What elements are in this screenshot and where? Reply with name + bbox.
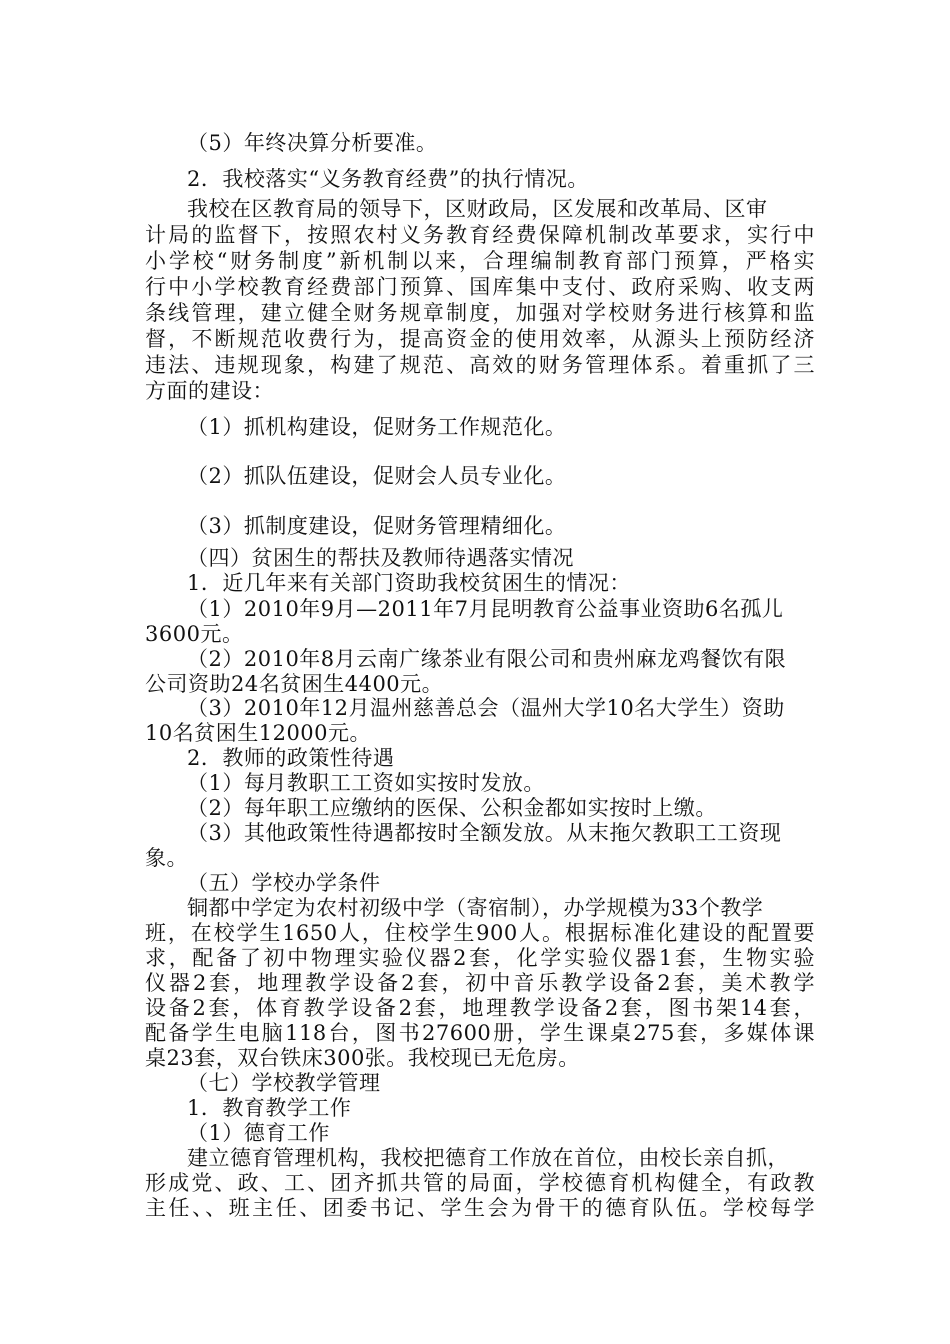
paragraph-line: 3600元。 <box>145 622 244 646</box>
section-heading: （1）德育工作 <box>187 1121 330 1145</box>
section-heading: 2．我校落实“义务教育经费”的执行情况。 <box>187 167 589 191</box>
paragraph-line: 条线管理，建立健全财务规章制度，加强对学校财务进行核算和监 <box>145 301 815 325</box>
paragraph-line: （5）年终决算分析要准。 <box>187 131 438 155</box>
list-item: （3）2010年12月温州慈善总会（温州大学10名大学生）资助 <box>187 696 785 720</box>
section-heading: 1．近几年来有关部门资助我校贫困生的情况： <box>187 571 631 595</box>
paragraph-line: 设备2套，体育教学设备2套，地理教学设备2套，图书架14套， <box>145 996 815 1020</box>
list-item: （1）抓机构建设，促财务工作规范化。 <box>187 415 567 439</box>
paragraph-line: 10名贫困生12000元。 <box>145 721 372 745</box>
paragraph-line: 督，不断规范收费行为，提高资金的使用效率，从源头上预防经济 <box>145 327 815 351</box>
list-item: （3）其他政策性待遇都按时全额发放。从末拖欠教职工工资现 <box>187 821 782 845</box>
list-item: （1）每月教职工工资如实按时发放。 <box>187 771 545 795</box>
list-item: （2）每年职工应缴纳的医保、公积金都如实按时上缴。 <box>187 796 717 820</box>
list-item: （1）2010年9月—2011年7月昆明教育公益事业资助6名孤儿 <box>187 597 784 621</box>
paragraph-line: 方面的建设： <box>145 379 274 403</box>
section-heading: （四）贫困生的帮扶及教师待遇落实情况 <box>187 546 574 570</box>
paragraph-line: 行中小学校教育经费部门预算、国库集中支付、政府采购、收支两 <box>145 275 815 299</box>
paragraph-line: 形成党、政、工、团齐抓共管的局面，学校德育机构健全，有政教 <box>145 1171 815 1195</box>
paragraph-line: 建立德育管理机构，我校把德育工作放在首位，由校长亲自抓， <box>187 1146 789 1170</box>
paragraph-line: 求，配备了初中物理实验仪器2套，化学实验仪器1套，生物实验 <box>145 946 815 970</box>
paragraph-line: 配备学生电脑118台，图书27600册，学生课桌275套，多媒体课 <box>145 1021 815 1045</box>
list-item: （3）抓制度建设，促财务管理精细化。 <box>187 514 567 538</box>
paragraph-line: 计局的监督下，按照农村义务教育经费保障机制改革要求，实行中 <box>145 223 815 247</box>
paragraph-line: 班，在校学生1650人，住校学生900人。根据标准化建设的配置要 <box>145 921 815 945</box>
paragraph-line: 铜都中学定为农村初级中学（寄宿制），办学规模为33个教学 <box>187 896 764 920</box>
section-heading: （七）学校教学管理 <box>187 1071 381 1095</box>
list-item: （2）抓队伍建设，促财会人员专业化。 <box>187 464 567 488</box>
paragraph-line: 仪器2套，地理教学设备2套，初中音乐教学设备2套，美术教学 <box>145 971 815 995</box>
section-heading: 2．教师的政策性待遇 <box>187 746 395 770</box>
paragraph-line: 桌23套，双台铁床300张。我校现已无危房。 <box>145 1046 580 1070</box>
paragraph-line: 违法、违规现象，构建了规范、高效的财务管理体系。着重抓了三 <box>145 353 815 377</box>
paragraph-line: 小学校“财务制度”新机制以来，合理编制教育部门预算，严格实 <box>145 249 815 273</box>
section-heading: 1．教育教学工作 <box>187 1096 352 1120</box>
paragraph-line: 我校在区教育局的领导下，区财政局，区发展和改革局、区审 <box>187 197 768 221</box>
list-item: （2）2010年8月云南广缘茶业有限公司和贵州麻龙鸡餐饮有限 <box>187 647 787 671</box>
section-heading: （五）学校办学条件 <box>187 871 381 895</box>
paragraph-line: 象。 <box>145 846 188 870</box>
paragraph-line: 主任、、班主任、团委书记、学生会为骨干的德育队伍。学校每学 <box>145 1196 815 1220</box>
paragraph-line: 公司资助24名贫困生4400元。 <box>145 672 444 696</box>
